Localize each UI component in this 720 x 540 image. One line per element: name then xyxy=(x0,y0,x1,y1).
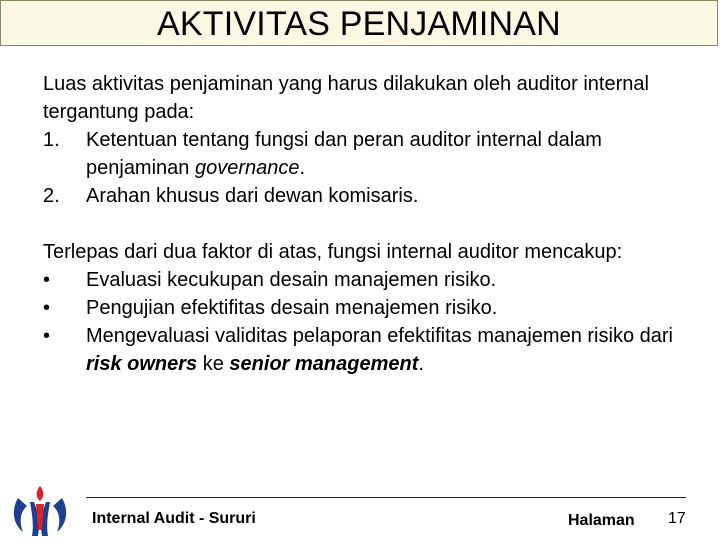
footer-divider xyxy=(86,497,686,498)
second-paragraph: Terlepas dari dua faktor di atas, fungsi internal auditor mencakup: xyxy=(43,241,623,263)
bullet-item-3 xyxy=(43,322,673,378)
footer-author: Internal Audit - Sururi xyxy=(92,510,256,527)
bullet-marker: • xyxy=(43,297,51,319)
intro-text: Luas aktivitas penjaminan yang harus dilakukan oleh auditor internal tergantung pada: xyxy=(43,73,649,123)
numbered-item-1 xyxy=(43,126,673,182)
bullet-text: Evaluasi kecukupan desain manajemen risiko. xyxy=(86,269,497,291)
item-text: Arahan khusus dari dewan komisaris. xyxy=(86,185,419,207)
bullet-item-2 xyxy=(43,294,673,322)
bullet-marker: • xyxy=(43,269,51,291)
bullet-marker: • xyxy=(43,325,51,347)
footer-page-label: Halaman xyxy=(568,512,635,529)
item-marker: 1. xyxy=(43,129,60,151)
page-number: 17 xyxy=(668,510,686,527)
bullet-item-1 xyxy=(43,266,673,294)
bullet-text: Mengevaluasi validitas pelaporan efektifitas manajemen risiko dari risk owners ke senior management. xyxy=(86,325,673,375)
item-marker: 2. xyxy=(43,185,60,207)
item-text: Ketentuan tentang fungsi dan peran auditor internal dalam penjaminan governance. xyxy=(86,129,602,179)
bullet-text: Pengujian efektifitas desain menajemen risiko. xyxy=(86,297,498,319)
title-bar xyxy=(0,0,718,46)
numbered-item-2 xyxy=(43,182,673,210)
slide-body xyxy=(43,70,673,378)
page-title: AKTIVITAS PENJAMINAN xyxy=(157,5,561,43)
organization-logo xyxy=(8,484,72,538)
